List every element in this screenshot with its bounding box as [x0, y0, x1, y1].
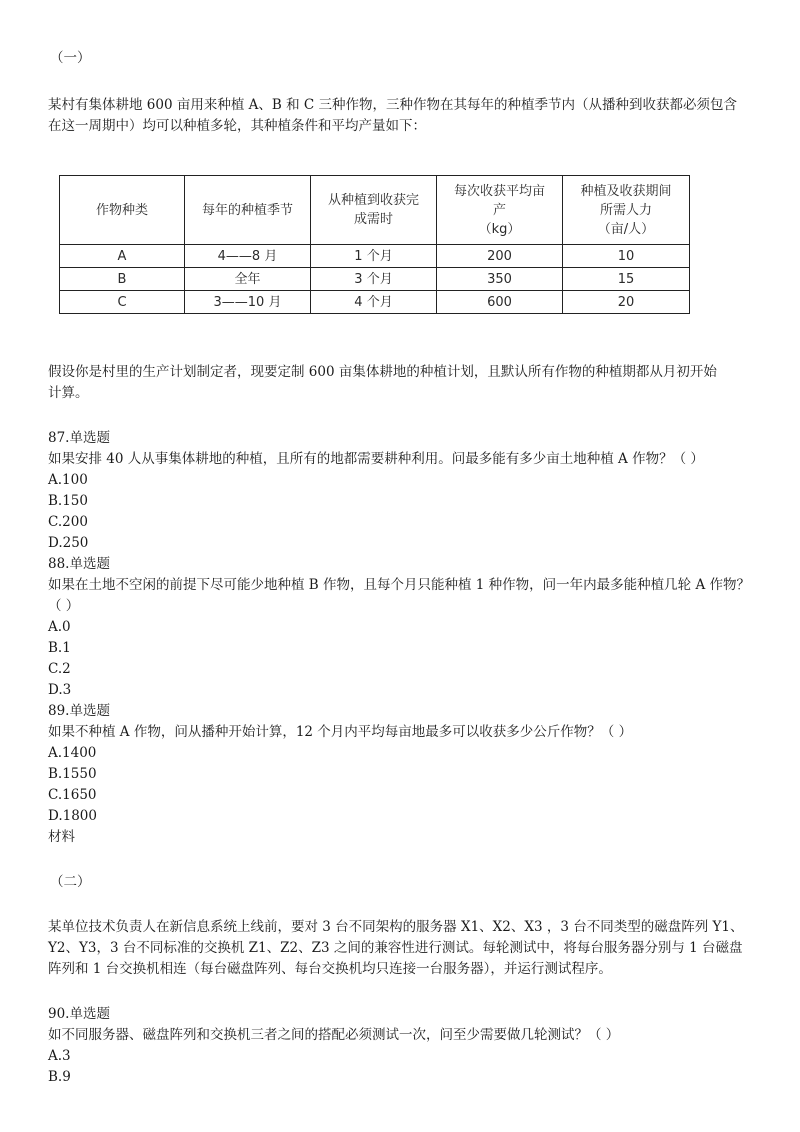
intro-line: 某村有集体耕地 600 亩用来种植 A、B 和 C 三种作物，三种作物在其每年的种植季节内（从播种到收获都必须包含: [48, 97, 738, 113]
option-89-d[interactable]: D.1800: [48, 808, 97, 824]
option-87-b[interactable]: B.150: [48, 493, 88, 509]
table-cell: 1 个月: [311, 245, 437, 268]
table-cell: 3 个月: [311, 268, 437, 291]
table-row: [60, 245, 690, 268]
option-88-c[interactable]: C.2: [48, 661, 71, 677]
table-cell: 200: [437, 245, 563, 268]
option-87-d[interactable]: D.250: [48, 535, 89, 551]
section-marker-2: （二）: [50, 874, 91, 890]
table-cell: 20: [563, 291, 690, 314]
table-cell: 全年: [185, 268, 311, 291]
intro-line: Y2、Y3，3 台不同标准的交换机 Z1、Z2、Z3 之间的兼容性进行测试。每轮测试中，将每台服务器分别与 1 台磁盘: [48, 940, 743, 956]
question-stem-89: 如果不种植 A 作物，问从播种开始计算，12 个月内平均每亩地最多可以收获多少公斤作物？（ ）: [48, 724, 633, 740]
intro-line: 在这一周期中）均可以种植多轮，其种植条件和平均产量如下：: [48, 118, 426, 134]
option-89-a[interactable]: A.1400: [48, 745, 97, 761]
table-cell: 600: [437, 291, 563, 314]
question-stem-90: 如不同服务器、磁盘阵列和交换机三者之间的搭配必须测试一次，问至少需要做几轮测试？（ ）: [48, 1027, 620, 1043]
question-number-90: 90.单选题: [48, 1006, 110, 1022]
table-cell: 350: [437, 268, 563, 291]
header-duration: 从种植到收获完 成需时: [311, 176, 437, 245]
option-88-a[interactable]: A.0: [48, 619, 71, 635]
table-cell: C: [60, 291, 185, 314]
question-stem-87: 如果安排 40 人从事集体耕地的种植，且所有的地都需要耕种利用。问最多能有多少亩土地种植 A 作物？（ ）: [48, 451, 704, 467]
table-row: [60, 268, 690, 291]
table-header-row: [60, 176, 690, 245]
header-season: 每年的种植季节: [185, 176, 311, 245]
assumption-line: 假设你是村里的生产计划制定者，现要定制 600 亩集体耕地的种植计划，且默认所有作物的种植期都从月初开始: [48, 364, 717, 380]
question-number-89: 89.单选题: [48, 703, 110, 719]
question-number-88: 88.单选题: [48, 556, 110, 572]
option-88-b[interactable]: B.1: [48, 640, 71, 656]
table-row: [60, 291, 690, 314]
table-cell: A: [60, 245, 185, 268]
intro-line: 阵列和 1 台交换机相连（每台磁盘阵列、每台交换机均只连接一台服务器），并运行测试程序。: [48, 961, 612, 977]
table-cell: 4 个月: [311, 291, 437, 314]
option-89-c[interactable]: C.1650: [48, 787, 97, 803]
option-90-a[interactable]: A.3: [48, 1048, 71, 1064]
crop-conditions-table: [59, 175, 690, 314]
table-cell: 4——8 月: [185, 245, 311, 268]
option-89-b[interactable]: B.1550: [48, 766, 97, 782]
assumption-line: 计算。: [48, 385, 89, 401]
section-marker-1: （一）: [50, 50, 91, 66]
table-cell: 10: [563, 245, 690, 268]
table-cell: B: [60, 268, 185, 291]
table-cell: 15: [563, 268, 690, 291]
table-cell: 3——10 月: [185, 291, 311, 314]
question-stem-88-cont: （ ）: [48, 598, 80, 614]
question-number-87: 87.单选题: [48, 430, 110, 446]
material-label: 材料: [48, 829, 75, 845]
option-87-a[interactable]: A.100: [48, 472, 88, 488]
intro-line: 某单位技术负责人在新信息系统上线前，要对 3 台不同架构的服务器 X1、X2、X3 ，3 台不同类型的磁盘阵列 Y1、: [48, 919, 744, 935]
option-88-d[interactable]: D.3: [48, 682, 72, 698]
header-labor: 种植及收获期间 所需人力 （亩/人）: [563, 176, 690, 245]
question-stem-88: 如果在土地不空闲的前提下尽可能少地种植 B 作物，且每个月只能种植 1 种作物，问一年内最多能种植几轮 A 作物？: [48, 577, 751, 593]
option-87-c[interactable]: C.200: [48, 514, 88, 530]
option-90-b[interactable]: B.9: [48, 1069, 71, 1085]
header-yield: 每次收获平均亩 产 （kg）: [437, 176, 563, 245]
header-crop-type: 作物种类: [60, 176, 185, 245]
